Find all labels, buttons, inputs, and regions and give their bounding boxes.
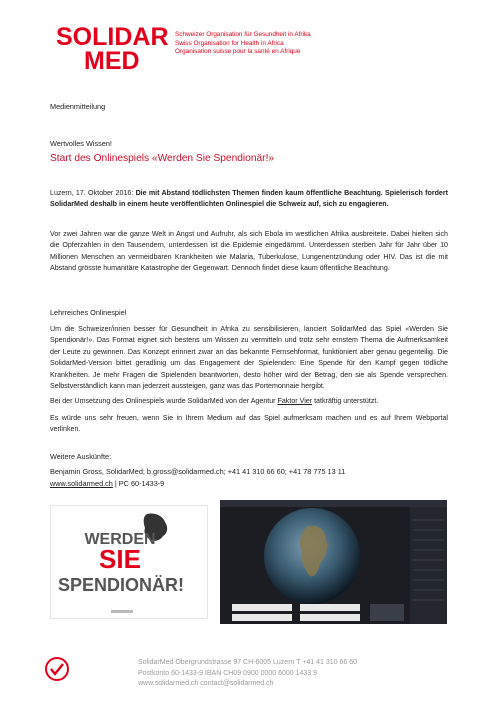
footer: [138, 658, 357, 690]
tagline: [175, 31, 311, 57]
game-logo-line3: SPENDIONÄR!: [57, 575, 185, 595]
game-logo-line1: WERDEN: [84, 531, 156, 548]
para3-text-b: tatkräftig unterstützt.: [312, 397, 379, 405]
game-logo-graphic: [51, 506, 208, 619]
game-logo-line2: SIE: [99, 544, 141, 574]
page-title: Start des Onlinespiels «Werden Sie Spendionär!»: [50, 153, 275, 164]
tagline-de: Schweizer Organisation für Gesundheit in Afrika: [175, 31, 311, 38]
paragraph-3: [50, 396, 448, 407]
tagline-fr: Organisation suisse pour la santé en Afrique: [175, 48, 301, 56]
paragraph-4: Es würde uns sehr freuen, wenn Sie in Ihrem Medium auf das Spiel aufmerksam machen und es auf Ihrem Webportal verlinken.: [50, 414, 448, 434]
footer-address: SolidarMed Obergrundstrasse 97 CH-6005 Luzern T +41 41 310 66 60: [138, 659, 358, 666]
logo-line2: MED: [84, 46, 140, 75]
lead-text: Die mit Abstand tödlichsten Themen finden kaum öffentliche Beachtung. Spielerisch fordert SolidarMed deshalb in einem heute veröffentlichten Onlinespiel die Schweiz auf, sich zu engagieren.: [50, 189, 448, 209]
footer-web: www.solidarmed.ch contact@solidarmed.ch: [138, 680, 274, 687]
contact-heading: Weitere Auskünfte:: [50, 452, 112, 461]
solidarmed-logo: [56, 23, 174, 75]
postal-account: | PC 60-1433-9: [112, 479, 165, 488]
paragraph-2: Um die Schweizer/innen besser für Gesundheit in Afrika zu sensibilisieren, lanciert SolidarMed das Spiel «Werden Sie Spendionär!». Das Format eignet sich bestens um Wissen zu vermitteln und trotz sehr ernstem Thema die Aufmerksamkeit der Leute zu gewinnen. Das Konzept erinnert zwar an das bekannte Fernsehformat, funktioniert aber genau gegenteilig. Die SolidarMed-Version bittet geradlinig um das Engagement der Spielenden: Eine Spende für den Kampf gegen tödliche Krankheiten. Je mehr Fragen die Spielenden beantworten, desto höher wird der Betrag, den sie als Spende versprechen. Selbstverständlich kann man jederzeit aussteigen, ganz was das Portemonnaie hergibt.: [50, 325, 448, 391]
game-logo-image: [50, 505, 208, 619]
footer-bank: Postkonto 60-1433-9 IBAN CH09 0900 0000 6000 1433 9: [138, 669, 318, 677]
footer-seal-icon: [44, 656, 70, 682]
doc-type: Medienmitteilung: [50, 102, 106, 111]
faktor-vier-link[interactable]: Faktor Vier: [277, 397, 313, 405]
website-link[interactable]: www.solidarmed.ch: [50, 479, 113, 488]
game-screenshot-image: [220, 500, 447, 624]
tagline-en: Swiss Organisation for Health in Africa: [175, 39, 284, 47]
para3-text-a: Bei der Umsetzung des Onlinespiels wurde SolidarMed von der Agentur: [50, 397, 278, 405]
game-screenshot-graphic: [220, 500, 447, 624]
contact-line: Benjamin Gross, SolidarMed; b.gross@solidarmed.ch; +41 41 310 66 60; +41 78 775 13 11: [50, 467, 346, 476]
paragraph-1: Vor zwei Jahren war die ganze Welt in Angst und Aufruhr, als sich Ebola im westlichen Afrika ausbreitete. Dabei hielten sich die Opferzahlen in den Tausendern, unterdessen ist die Epidemie eingedämmt. Unterdessen sterben Jahr für Jahr über 10 Millionen Menschen an vermeidbaren Krankheiten wie Malaria, Tuberkulose, Lungenentzündung oder HIV. Das ist die mit Abstand grösste humanitäre Katastrophe der Gegenwart. Dennoch findet diese kaum öffentliche Beachtung.: [50, 230, 448, 273]
small-mark: [111, 610, 133, 613]
lead-dateline: Luzern, 17. Oktober 2016:: [50, 189, 136, 197]
subhead: Lehrreiches Onlinespiel: [50, 308, 127, 317]
kicker: Wertvolles Wissen!: [50, 139, 112, 148]
logo-line1: SOLIDAR: [56, 23, 169, 51]
contact-web-row: [50, 478, 164, 489]
lead-paragraph: [50, 188, 448, 211]
